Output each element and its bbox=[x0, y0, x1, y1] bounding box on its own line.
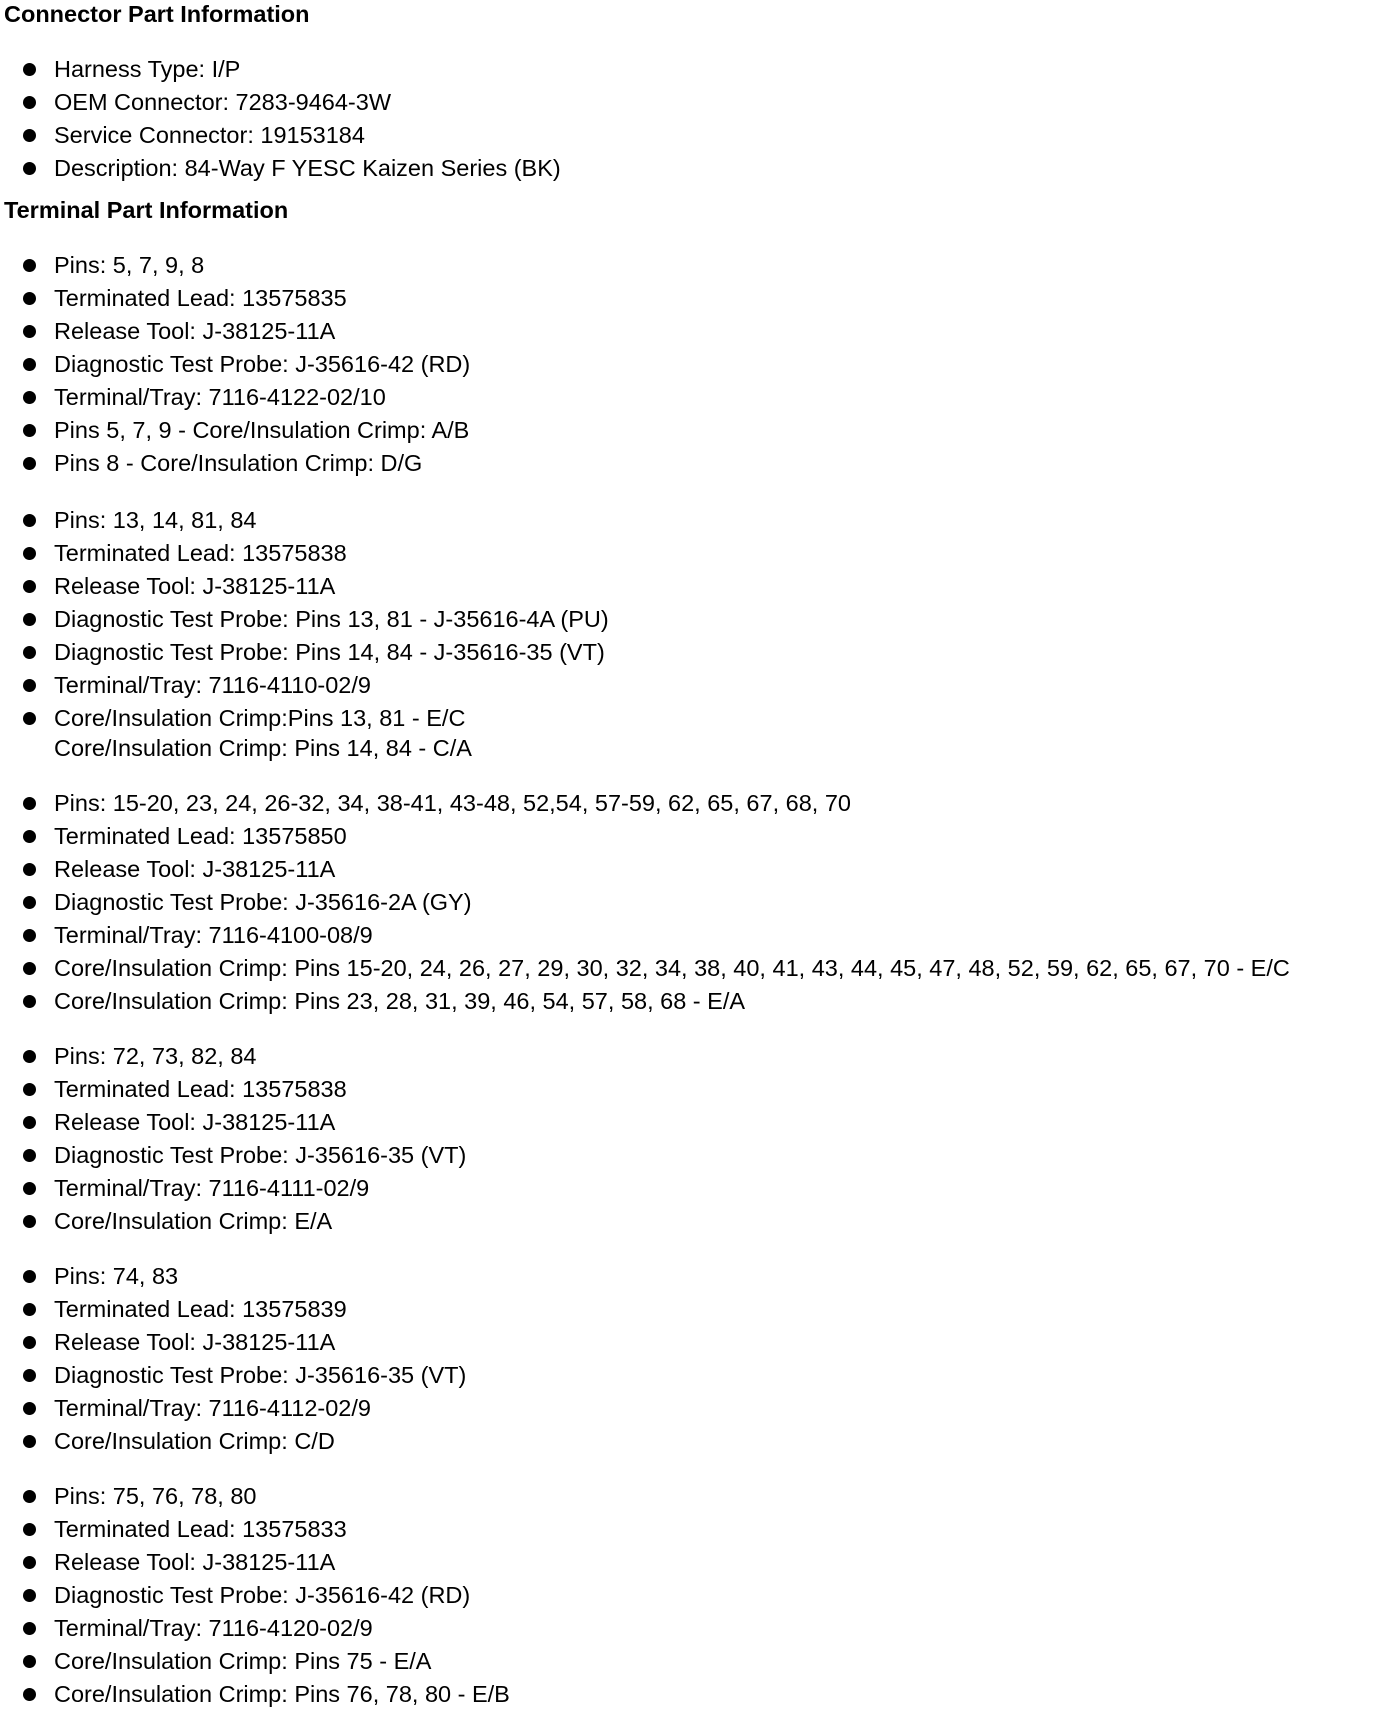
list-item bbox=[54, 415, 469, 445]
bullet-icon bbox=[23, 63, 36, 76]
list-item-text: Terminal/Tray: 7116-4100-08/9 bbox=[54, 922, 373, 948]
bullet-icon bbox=[23, 1215, 36, 1228]
bullet-icon bbox=[23, 391, 36, 404]
list-item bbox=[54, 637, 605, 667]
list-item bbox=[54, 1294, 347, 1324]
list-item-text: OEM Connector: 7283-9464-3W bbox=[54, 89, 391, 115]
list-item bbox=[54, 120, 365, 150]
bullet-icon bbox=[23, 580, 36, 593]
bullet-icon bbox=[23, 1149, 36, 1162]
bullet-icon bbox=[23, 1182, 36, 1195]
list-item bbox=[54, 1107, 335, 1137]
list-item-text: Terminated Lead: 13575833 bbox=[54, 1516, 347, 1542]
list-item-text: Terminal/Tray: 7116-4120-02/9 bbox=[54, 1615, 373, 1641]
list-item-text: Diagnostic Test Probe: J-35616-2A (GY) bbox=[54, 889, 472, 915]
list-item-text: Pins: 15-20, 23, 24, 26-32, 34, 38-41, 43-48, 52,54, 57-59, 62, 65, 67, 68, 70 bbox=[54, 790, 851, 816]
list-item-text: Terminated Lead: 13575838 bbox=[54, 1076, 347, 1102]
bullet-icon bbox=[23, 896, 36, 909]
list-item bbox=[54, 1393, 371, 1423]
bullet-icon bbox=[23, 1303, 36, 1316]
bullet-icon bbox=[23, 613, 36, 626]
list-item-text: Core/Insulation Crimp: Pins 75 - E/A bbox=[54, 1648, 432, 1674]
bullet-icon bbox=[23, 259, 36, 272]
bullet-icon bbox=[23, 797, 36, 810]
bullet-icon bbox=[23, 1589, 36, 1602]
bullet-icon bbox=[23, 1083, 36, 1096]
list-item-text: Pins: 5, 7, 9, 8 bbox=[54, 252, 205, 278]
list-item-text: Diagnostic Test Probe: J-35616-35 (VT) bbox=[54, 1362, 467, 1388]
list-item-text: Pins: 13, 14, 81, 84 bbox=[54, 507, 257, 533]
list-item bbox=[54, 1679, 510, 1709]
list-item-text: Terminated Lead: 13575839 bbox=[54, 1296, 347, 1322]
list-item-text: Release Tool: J-38125-11A bbox=[54, 1549, 336, 1575]
bullet-icon bbox=[23, 1655, 36, 1668]
list-item bbox=[54, 788, 851, 818]
list-item-text: Release Tool: J-38125-11A bbox=[54, 573, 336, 599]
list-item-text: Terminated Lead: 13575835 bbox=[54, 285, 347, 311]
bullet-icon bbox=[23, 1270, 36, 1283]
list-item-text: Service Connector: 19153184 bbox=[54, 122, 365, 148]
list-item bbox=[54, 821, 347, 851]
bullet-icon bbox=[23, 1556, 36, 1569]
list-item-text: Release Tool: J-38125-11A bbox=[54, 856, 336, 882]
list-item bbox=[54, 1206, 332, 1236]
bullet-icon bbox=[23, 547, 36, 560]
list-item bbox=[54, 153, 561, 183]
list-item-text: Diagnostic Test Probe: Pins 13, 81 - J-35616-4A (PU) bbox=[54, 606, 609, 632]
list-item-text: Terminal/Tray: 7116-4111-02/9 bbox=[54, 1175, 370, 1201]
bullet-icon bbox=[23, 1688, 36, 1701]
bullet-icon bbox=[23, 325, 36, 338]
list-item-text: Pins 5, 7, 9 - Core/Insulation Crimp: A/B bbox=[54, 417, 470, 443]
list-item bbox=[54, 448, 422, 478]
list-item-text: Release Tool: J-38125-11A bbox=[54, 1109, 336, 1135]
bullet-icon bbox=[23, 1523, 36, 1536]
list-item bbox=[54, 1646, 431, 1676]
list-item-text: Terminated Lead: 13575850 bbox=[54, 823, 347, 849]
list-item bbox=[54, 1481, 257, 1511]
list-item bbox=[54, 1360, 466, 1390]
bullet-icon bbox=[23, 1369, 36, 1382]
list-item bbox=[54, 1041, 257, 1071]
list-item-text: Pins: 75, 76, 78, 80 bbox=[54, 1483, 257, 1509]
list-item-text: Core/Insulation Crimp: Pins 23, 28, 31, 39, 46, 54, 57, 58, 68 - E/A bbox=[54, 988, 746, 1014]
list-item-text: Core/Insulation Crimp: Pins 76, 78, 80 - E/B bbox=[54, 1681, 510, 1707]
list-item-text: Core/Insulation Crimp: E/A bbox=[54, 1208, 333, 1234]
connector-section-title: Connector Part Information bbox=[4, 1, 310, 27]
bullet-icon bbox=[23, 424, 36, 437]
bullet-icon bbox=[23, 1402, 36, 1415]
list-item bbox=[54, 250, 204, 280]
bullet-icon bbox=[23, 1435, 36, 1448]
bullet-icon bbox=[23, 962, 36, 975]
list-item bbox=[54, 1547, 335, 1577]
bullet-icon bbox=[23, 995, 36, 1008]
bullet-icon bbox=[23, 830, 36, 843]
list-item-text: Pins: 72, 73, 82, 84 bbox=[54, 1043, 257, 1069]
list-item bbox=[54, 1514, 347, 1544]
list-item bbox=[54, 887, 472, 917]
list-item-text: Terminal/Tray: 7116-4122-02/10 bbox=[54, 384, 386, 410]
list-item bbox=[54, 382, 386, 412]
list-item-text: Diagnostic Test Probe: J-35616-42 (RD) bbox=[54, 1582, 471, 1608]
list-item bbox=[54, 1261, 178, 1291]
list-item bbox=[54, 1074, 347, 1104]
list-item bbox=[54, 920, 373, 950]
bullet-icon bbox=[23, 712, 36, 725]
bullet-icon bbox=[23, 292, 36, 305]
bullet-icon bbox=[23, 358, 36, 371]
bullet-icon bbox=[23, 1050, 36, 1063]
list-item-text: Core/Insulation Crimp: Pins 15-20, 24, 26, 27, 29, 30, 32, 34, 38, 40, 41, 43, 44, 45, 47, 48, 52, 59, 62, 65, 67, 70 - E/C bbox=[54, 955, 1290, 981]
bullet-icon bbox=[23, 457, 36, 470]
bullet-icon bbox=[23, 162, 36, 175]
list-item bbox=[54, 604, 609, 634]
list-item bbox=[54, 1327, 335, 1357]
list-item-text: Release Tool: J-38125-11A bbox=[54, 1329, 336, 1355]
list-item bbox=[54, 703, 465, 733]
list-item bbox=[54, 87, 391, 117]
bullet-icon bbox=[23, 646, 36, 659]
list-item bbox=[54, 283, 347, 313]
list-item bbox=[54, 1173, 369, 1203]
list-item-text: Pins 8 - Core/Insulation Crimp: D/G bbox=[54, 450, 423, 476]
list-item-text: Diagnostic Test Probe: Pins 14, 84 - J-35616-35 (VT) bbox=[54, 639, 605, 665]
bullet-icon bbox=[23, 863, 36, 876]
list-item bbox=[54, 316, 335, 346]
list-item bbox=[54, 571, 335, 601]
list-item bbox=[54, 1580, 470, 1610]
list-item bbox=[54, 1426, 335, 1456]
bullet-icon bbox=[23, 96, 36, 109]
list-item-text: Diagnostic Test Probe: J-35616-35 (VT) bbox=[54, 1142, 467, 1168]
list-item bbox=[54, 854, 335, 884]
list-item bbox=[54, 505, 257, 535]
bullet-icon bbox=[23, 1116, 36, 1129]
list-item bbox=[54, 538, 347, 568]
bullet-icon bbox=[23, 1336, 36, 1349]
list-item-text: Terminal/Tray: 7116-4112-02/9 bbox=[54, 1395, 371, 1421]
list-item-text: Diagnostic Test Probe: J-35616-42 (RD) bbox=[54, 351, 471, 377]
list-item bbox=[54, 953, 1290, 983]
bullet-icon bbox=[23, 129, 36, 142]
list-item bbox=[54, 54, 240, 84]
list-item-text: Description: 84-Way F YESC Kaizen Series (BK) bbox=[54, 155, 561, 181]
list-item-text: Harness Type: I/P bbox=[54, 56, 241, 82]
list-item bbox=[54, 670, 371, 700]
bullet-icon bbox=[23, 1490, 36, 1503]
bullet-icon bbox=[23, 1622, 36, 1635]
list-item-text: Core/Insulation Crimp: C/D bbox=[54, 1428, 335, 1454]
list-item bbox=[54, 1613, 373, 1643]
list-item bbox=[54, 349, 470, 379]
bullet-icon bbox=[23, 929, 36, 942]
list-item-text: Terminated Lead: 13575838 bbox=[54, 540, 347, 566]
list-item bbox=[54, 986, 745, 1016]
list-item-text: Terminal/Tray: 7116-4110-02/9 bbox=[54, 672, 371, 698]
terminal-section-title: Terminal Part Information bbox=[4, 197, 289, 223]
list-item-continuation: Core/Insulation Crimp: Pins 14, 84 - C/A bbox=[54, 735, 472, 761]
list-item-text: Core/Insulation Crimp:Pins 13, 81 - E/C bbox=[54, 705, 466, 731]
bullet-icon bbox=[23, 514, 36, 527]
list-item-text: Release Tool: J-38125-11A bbox=[54, 318, 336, 344]
list-item bbox=[54, 1140, 466, 1170]
list-item-text: Pins: 74, 83 bbox=[54, 1263, 179, 1289]
bullet-icon bbox=[23, 679, 36, 692]
